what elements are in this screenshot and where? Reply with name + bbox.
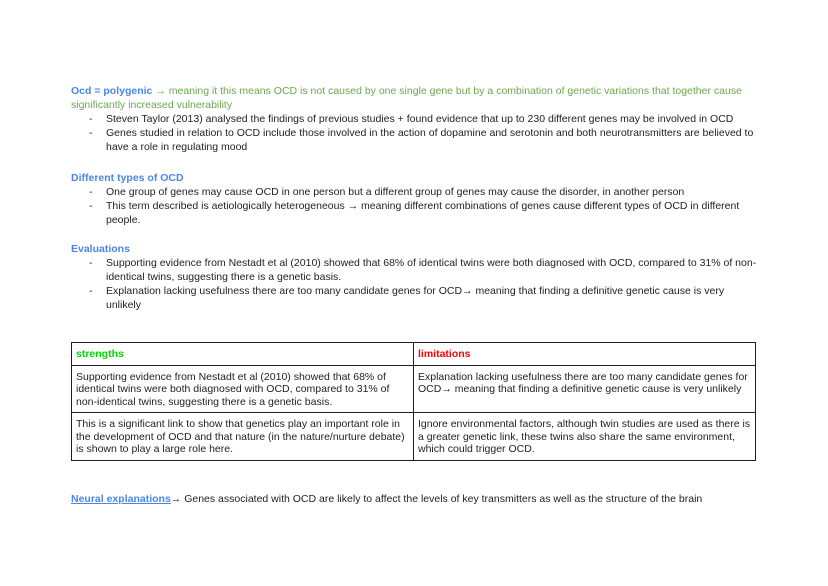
dash-bullet: - bbox=[89, 113, 93, 125]
list-item bbox=[71, 284, 761, 312]
limitations-header: limitations bbox=[414, 343, 756, 366]
neural-section bbox=[71, 492, 791, 506]
evaluations-bullets bbox=[71, 256, 761, 312]
list-item bbox=[71, 126, 761, 154]
polygenic-definition bbox=[71, 84, 761, 112]
strength-cell: Supporting evidence from Nestadt et al (2010) showed that 68% of identical twins were both diagnosed with OCD, compared to 31% of non-identical twins, suggesting there is a genetic basis. bbox=[72, 365, 414, 413]
neural-text: → Genes associated with OCD are likely to affect the levels of key transmitters as well as the structure of the brain bbox=[170, 493, 703, 505]
list-item bbox=[71, 185, 761, 199]
list-item bbox=[71, 199, 761, 227]
polygenic-section bbox=[71, 84, 761, 154]
dash-bullet: - bbox=[89, 186, 93, 198]
evaluations-heading: Evaluations bbox=[71, 243, 130, 255]
strengths-header: strengths bbox=[72, 343, 414, 366]
list-item-text: One group of genes may cause OCD in one person but a different group of genes may cause the disorder, in another person bbox=[106, 186, 685, 198]
dash-bullet: - bbox=[89, 200, 93, 212]
table-header-row bbox=[72, 343, 756, 366]
table-row bbox=[72, 413, 756, 461]
strength-cell: This is a significant link to show that genetics play an important role in the development of OCD and that nature (in the nature/nurture debate) is shown to play a large role here. bbox=[72, 413, 414, 461]
list-item-text: Supporting evidence from Nestadt et al (2010) showed that 68% of identical twins were both diagnosed with OCD, compared to 31% of non-identical twins, suggesting there is a genetic basis. bbox=[106, 257, 757, 283]
types-bullets bbox=[71, 185, 761, 227]
limitation-cell: Ignore environmental factors, although twin studies are used as there is a greater genetic link, these twins also share the same environment, which could trigger OCD. bbox=[414, 413, 756, 461]
types-section bbox=[71, 171, 761, 227]
polygenic-term: Ocd = polygenic bbox=[71, 85, 153, 97]
list-item-text: Explanation lacking usefulness there are too many candidate genes for OCD→ meaning that finding a definitive genetic cause is very unlikely bbox=[106, 285, 725, 311]
polygenic-arrow: → bbox=[152, 85, 169, 97]
list-item bbox=[71, 256, 761, 284]
types-heading: Different types of OCD bbox=[71, 172, 184, 184]
evaluations-section bbox=[71, 242, 761, 312]
dash-bullet: - bbox=[89, 257, 93, 269]
list-item bbox=[71, 112, 761, 126]
list-item-text: This term described is aetiologically heterogeneous → meaning different combinations of genes cause different types of OCD in different people. bbox=[106, 200, 740, 226]
table-row bbox=[72, 365, 756, 413]
neural-explanations-link[interactable]: Neural explanations bbox=[71, 493, 171, 505]
polygenic-explanation: meaning it this means OCD is not caused by one single gene but by a combination of genetic variations that together cause significantly increased vulnerability bbox=[71, 85, 742, 111]
dash-bullet: - bbox=[89, 285, 93, 297]
evaluation-table bbox=[71, 342, 756, 461]
limitation-cell: Explanation lacking usefulness there are too many candidate genes for OCD→ meaning that finding a definitive genetic cause is very unlikely bbox=[414, 365, 756, 413]
list-item-text: Genes studied in relation to OCD include those involved in the action of dopamine and serotonin and both neurotransmitters are believed to have a role in regulating mood bbox=[106, 127, 754, 153]
polygenic-bullets bbox=[71, 112, 761, 154]
dash-bullet: - bbox=[89, 127, 93, 139]
list-item-text: Steven Taylor (2013) analysed the findings of previous studies + found evidence that up to 230 different genes may be involved in OCD bbox=[106, 113, 734, 125]
